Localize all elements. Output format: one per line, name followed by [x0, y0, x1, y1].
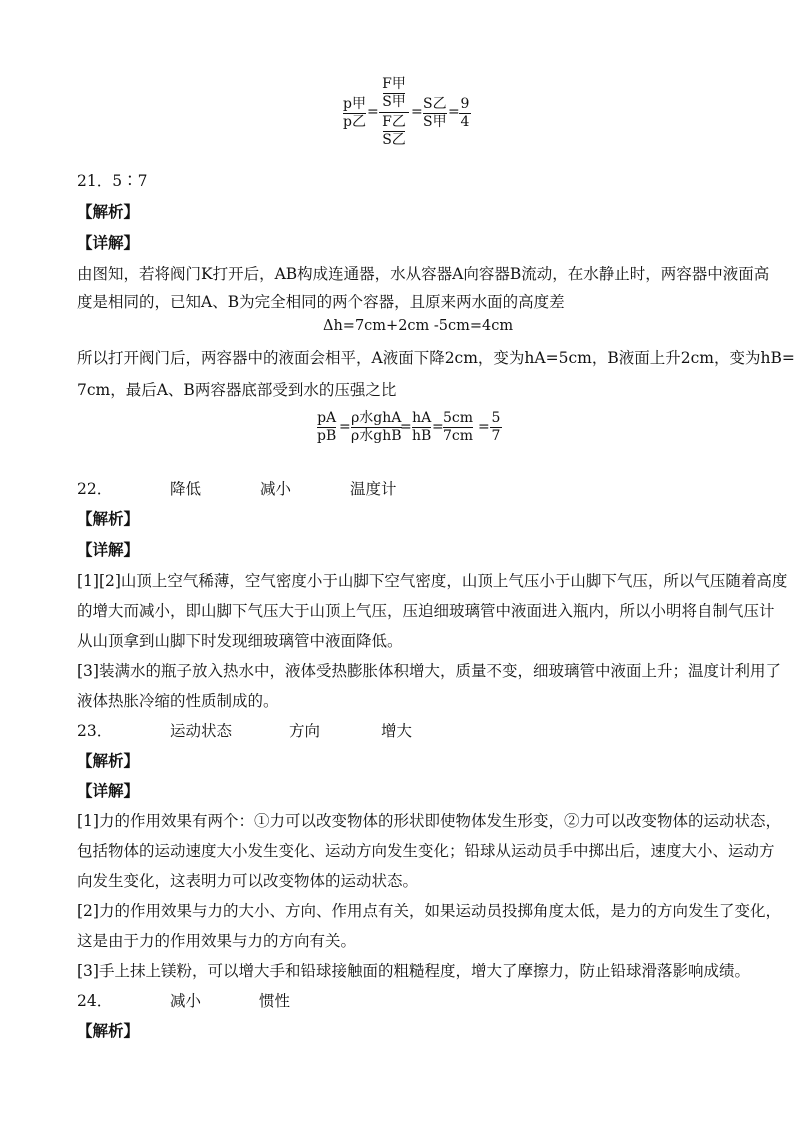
- formula-mid-den-num: F乙: [382, 114, 406, 130]
- q24-answer-1: 减小: [170, 992, 202, 1010]
- equals-sign: =: [478, 419, 490, 435]
- q21-paragraph-line: 度是相同的，已知A、B为完全相同的两个容器，且原来两水面的高度差: [77, 293, 565, 311]
- q21-number: 21．: [77, 172, 113, 190]
- q22-detail-heading: 【详解】: [77, 540, 140, 559]
- q21-paragraph-line: 所以打开阀门后，两容器中的液面会相平，A液面下降2cm，变为hA=5cm，B液面上升2cm，变为hB=: [77, 349, 795, 367]
- q21-f-m1-den: ρ水ghB: [351, 428, 402, 444]
- formula-lhs: [343, 96, 366, 131]
- q21-f-m2: [412, 410, 431, 445]
- q21-f-m2-num: hA: [412, 410, 432, 426]
- q21-f-m1-num: ρ水ghA: [351, 410, 402, 426]
- q24-number: 24．: [77, 992, 113, 1010]
- formula-lhs-num: p甲: [343, 96, 366, 112]
- formula-r2-num: 9: [460, 96, 470, 112]
- formula-r1: [423, 96, 447, 131]
- q21-paragraph-line: 7cm，最后A、B两容器底部受到水的压强之比: [77, 381, 397, 399]
- q22-answer-1: 降低: [170, 480, 202, 498]
- q23-number: 23．: [77, 722, 113, 740]
- q22-paragraph-line: [1][2]山顶上空气稀薄，空气密度小于山脚下空气密度，山顶上气压小于山脚下气压，所以气压随着高度: [77, 572, 788, 590]
- q23-analysis-heading: 【解析】: [77, 751, 140, 770]
- equals-sign: =: [448, 104, 460, 120]
- q21-f-m3-num: 5cm: [443, 410, 474, 426]
- q23-answer-2: 方向: [289, 722, 321, 740]
- formula-r1-den: S甲: [423, 114, 447, 130]
- equals-sign: =: [400, 419, 412, 435]
- q23-paragraph-line: [3]手上抹上镁粉，可以增大手和铅球接触面的粗糙程度，增大了摩擦力，防止铅球滑落影响成绩。: [77, 962, 750, 980]
- equals-sign: =: [339, 419, 351, 435]
- q21-paragraph-line: 由图知，若将阀门K打开后，AB构成连通器，水从容器A向容器B流动，在水静止时，两容器中液面高: [77, 265, 770, 283]
- q23-detail-heading: 【详解】: [77, 781, 140, 800]
- q21-f-lhs-num: pA: [317, 410, 337, 426]
- formula-r1-num: S乙: [423, 96, 447, 112]
- q23-answer-1: 运动状态: [170, 722, 233, 740]
- q21-f-lhs: [317, 410, 336, 445]
- q22-number: 22．: [77, 480, 113, 498]
- q22-analysis-heading: 【解析】: [77, 509, 140, 528]
- formula-r2-den: 4: [460, 114, 470, 130]
- formula-mid-num-num: F甲: [382, 76, 406, 92]
- q21-detail-heading: 【详解】: [77, 233, 140, 252]
- q21-height-difference-equation: Δh=7cm+2cm -5cm=4cm: [323, 318, 514, 334]
- q23-paragraph-line: [2]力的作用效果与力的大小、方向、作用点有关，如果运动员投掷角度太低，是力的方向发生了变化，: [77, 902, 781, 920]
- q23-paragraph-line: [1]力的作用效果有两个：①力可以改变物体的形状即使物体发生形变，②力可以改变物体的运动状态，: [77, 812, 781, 830]
- q22-answer-2: 减小: [260, 480, 292, 498]
- q21-header: [77, 171, 147, 191]
- q22-answer-3: 温度计: [350, 480, 397, 498]
- q24-analysis-heading: 【解析】: [77, 1021, 140, 1040]
- equals-sign: =: [432, 419, 444, 435]
- equals-sign: =: [367, 104, 379, 120]
- q21-f-m3: [443, 410, 473, 445]
- formula-compound-fraction: [379, 76, 409, 149]
- q21-f-m1: [351, 410, 402, 445]
- q21-analysis-heading: 【解析】: [77, 202, 140, 221]
- formula-r2: [459, 96, 471, 131]
- q22-paragraph-line: [3]装满水的瓶子放入热水中，液体受热膨胀体积增大，质量不变，细玻璃管中液面上升；温度计利用了: [77, 662, 781, 680]
- formula-mid-num-den: S甲: [382, 94, 406, 110]
- q21-f-r-den: 7: [491, 428, 501, 444]
- q23-paragraph-line: 向发生变化，这表明力可以改变物体的运动状态。: [77, 872, 419, 890]
- q21-f-m2-den: hB: [412, 428, 432, 444]
- q22-paragraph-line: 液体热胀冷缩的性质制成的。: [77, 692, 279, 710]
- q23-paragraph-line: 包括物体的运动速度大小发生变化、运动方向发生变化；铅球从运动员手中掷出后，速度大小、运动方: [77, 842, 775, 860]
- q21-f-r: [490, 410, 502, 445]
- q21-answer: 5∶7: [112, 172, 148, 190]
- q22-paragraph-line: 的增大而减小，即山脚下气压大于山顶上气压，压迫细玻璃管中液面进入瓶内，所以小明将自制气压计: [77, 602, 775, 620]
- q22-paragraph-line: 从山顶拿到山脚下时发现细玻璃管中液面降低。: [77, 632, 403, 650]
- q21-f-m3-den: 7cm: [443, 428, 474, 444]
- formula-lhs-den: p乙: [343, 114, 366, 130]
- q24-answer-2: 惯性: [259, 992, 291, 1010]
- q23-paragraph-line: 这是由于力的作用效果与力的方向有关。: [77, 932, 357, 950]
- formula-mid-den-den: S乙: [382, 132, 406, 148]
- q21-f-lhs-den: pB: [317, 428, 337, 444]
- q23-answer-3: 增大: [381, 722, 413, 740]
- equals-sign: =: [411, 104, 423, 120]
- q21-f-r-num: 5: [491, 410, 501, 426]
